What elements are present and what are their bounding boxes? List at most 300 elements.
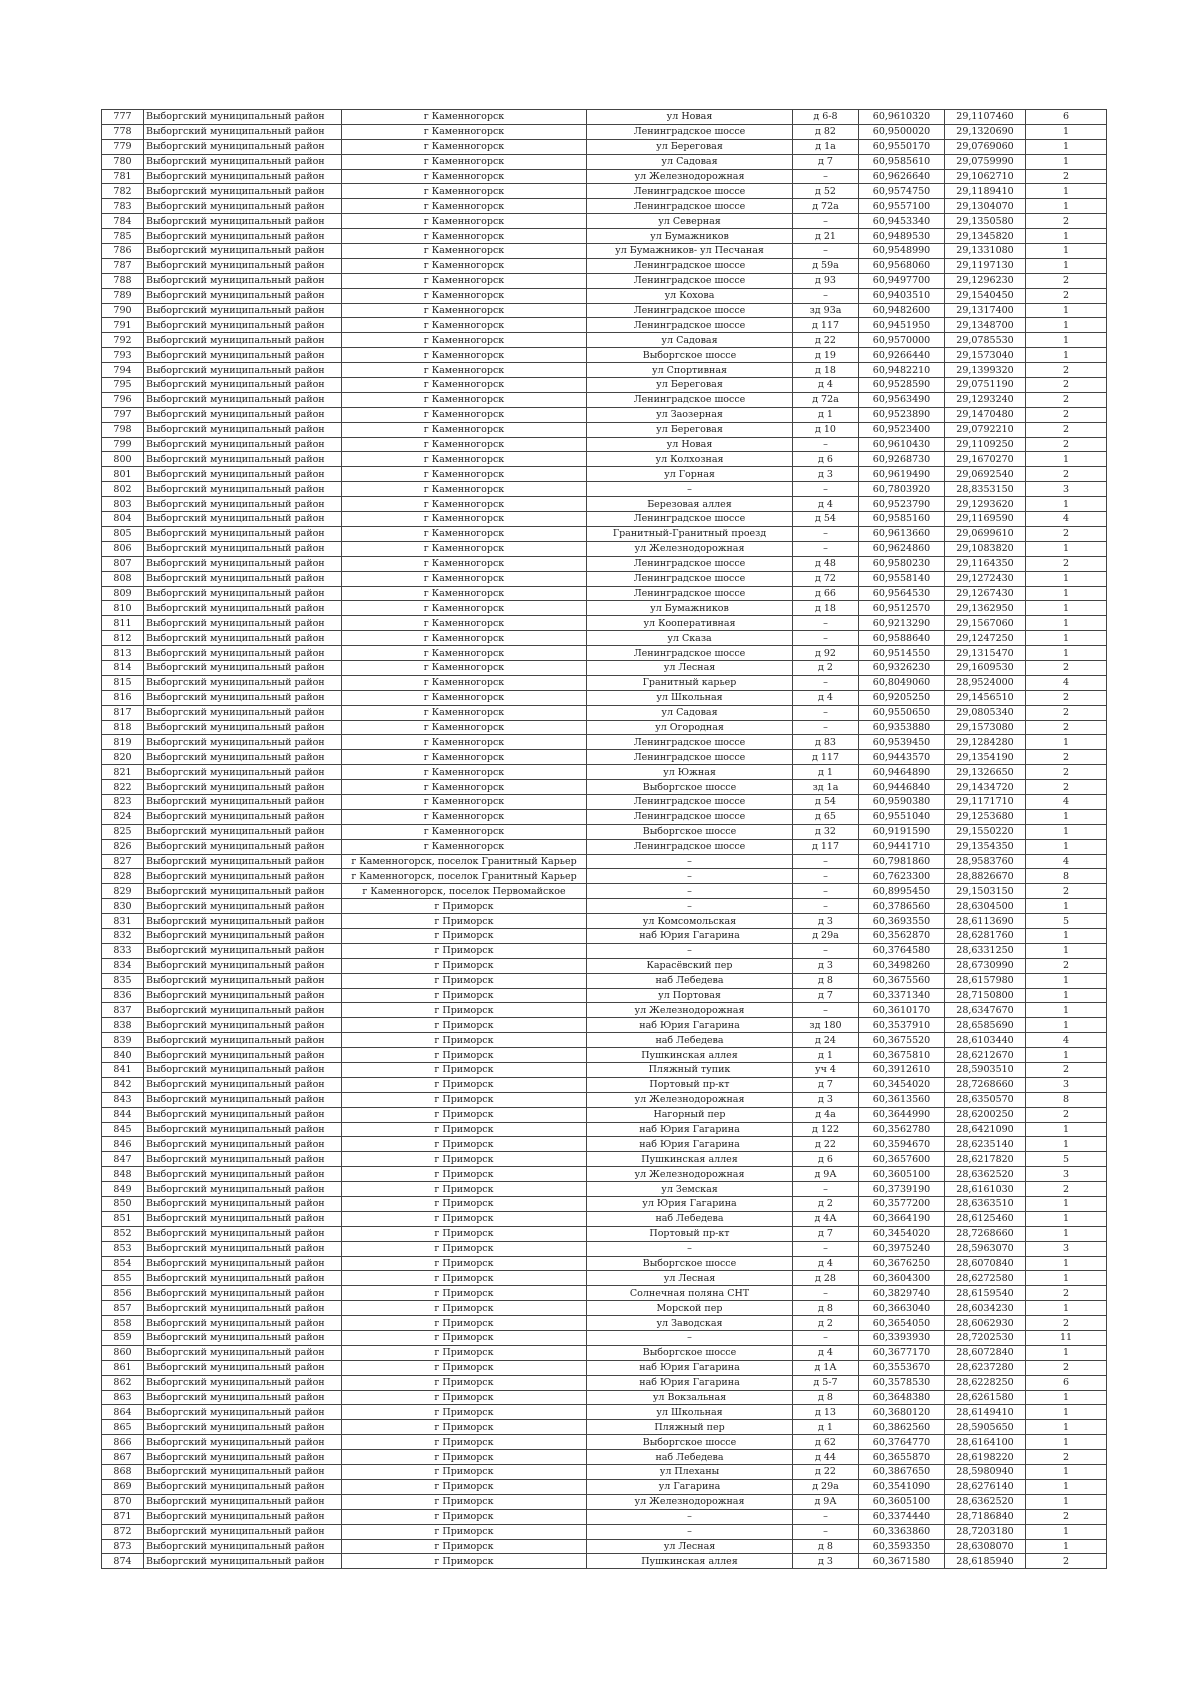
cell-longitude: 28,6034230 xyxy=(945,1301,1026,1316)
cell-latitude: 60,3454020 xyxy=(859,1226,945,1241)
cell-settlement: г Каменногорск xyxy=(342,124,587,139)
cell-row-number: 787 xyxy=(102,258,144,273)
table-row xyxy=(102,1048,1107,1063)
cell-district: Выборгский муниципальный район xyxy=(144,154,342,169)
cell-street: ул Гагарина xyxy=(587,1479,793,1494)
cell-latitude: 60,3677170 xyxy=(859,1345,945,1360)
cell-count: 1 xyxy=(1026,1301,1107,1316)
cell-settlement: г Приморск xyxy=(342,914,587,929)
table-row xyxy=(102,839,1107,854)
cell-count: 1 xyxy=(1026,973,1107,988)
cell-settlement: г Каменногорск xyxy=(342,765,587,780)
cell-house: д 72а xyxy=(793,199,859,214)
cell-count: 1 xyxy=(1026,124,1107,139)
table-row xyxy=(102,958,1107,973)
table-row xyxy=(102,1479,1107,1494)
cell-longitude: 29,1315470 xyxy=(945,646,1026,661)
cell-latitude: 60,9528590 xyxy=(859,378,945,393)
cell-house: д 59а xyxy=(793,258,859,273)
cell-street: ул Железнодорожная xyxy=(587,1092,793,1107)
cell-settlement: г Каменногорск xyxy=(342,154,587,169)
cell-district: Выборгский муниципальный район xyxy=(144,958,342,973)
cell-longitude: 28,6103440 xyxy=(945,1033,1026,1048)
cell-latitude: 60,3680120 xyxy=(859,1405,945,1420)
cell-settlement: г Приморск xyxy=(342,1018,587,1033)
cell-house: – xyxy=(793,482,859,497)
cell-district: Выборгский муниципальный район xyxy=(144,988,342,1003)
cell-settlement: г Приморск xyxy=(342,973,587,988)
cell-district: Выборгский муниципальный район xyxy=(144,1286,342,1301)
cell-count: 2 xyxy=(1026,690,1107,705)
cell-longitude: 28,6070840 xyxy=(945,1256,1026,1271)
cell-district: Выборгский муниципальный район xyxy=(144,407,342,422)
cell-house: д 3 xyxy=(793,958,859,973)
cell-settlement: г Каменногорск xyxy=(342,705,587,720)
table-row xyxy=(102,1554,1107,1569)
cell-row-number: 863 xyxy=(102,1390,144,1405)
table-row xyxy=(102,1018,1107,1033)
cell-count: 2 xyxy=(1026,765,1107,780)
cell-count: 3 xyxy=(1026,1167,1107,1182)
cell-settlement: г Приморск xyxy=(342,1107,587,1122)
cell-settlement: г Каменногорск xyxy=(342,735,587,750)
cell-row-number: 793 xyxy=(102,348,144,363)
cell-district: Выборгский муниципальный район xyxy=(144,884,342,899)
cell-longitude: 29,1567060 xyxy=(945,616,1026,631)
cell-longitude: 28,6159540 xyxy=(945,1286,1026,1301)
cell-row-number: 867 xyxy=(102,1450,144,1465)
cell-latitude: 60,3562780 xyxy=(859,1122,945,1137)
cell-latitude: 60,8049060 xyxy=(859,675,945,690)
cell-row-number: 864 xyxy=(102,1405,144,1420)
cell-longitude: 29,1169590 xyxy=(945,512,1026,527)
table-row xyxy=(102,154,1107,169)
cell-latitude: 60,9205250 xyxy=(859,690,945,705)
cell-count: 1 xyxy=(1026,229,1107,244)
cell-row-number: 856 xyxy=(102,1286,144,1301)
cell-house: – xyxy=(793,1524,859,1539)
cell-district: Выборгский муниципальный район xyxy=(144,1226,342,1241)
cell-latitude: 60,9588640 xyxy=(859,631,945,646)
cell-count: 1 xyxy=(1026,1465,1107,1480)
cell-longitude: 28,6261580 xyxy=(945,1390,1026,1405)
table-row xyxy=(102,809,1107,824)
table-row xyxy=(102,273,1107,288)
cell-row-number: 871 xyxy=(102,1509,144,1524)
cell-count: 1 xyxy=(1026,452,1107,467)
cell-street: Ленинградское шоссе xyxy=(587,512,793,527)
cell-latitude: 60,9574750 xyxy=(859,184,945,199)
cell-street: наб Лебедева xyxy=(587,973,793,988)
cell-longitude: 28,6062930 xyxy=(945,1316,1026,1331)
cell-row-number: 826 xyxy=(102,839,144,854)
table-row xyxy=(102,914,1107,929)
cell-latitude: 60,3675560 xyxy=(859,973,945,988)
cell-street: ул Садовая xyxy=(587,154,793,169)
cell-district: Выборгский муниципальный район xyxy=(144,690,342,705)
cell-district: Выборгский муниципальный район xyxy=(144,973,342,988)
cell-house: д 6 xyxy=(793,1152,859,1167)
table-row xyxy=(102,1137,1107,1152)
cell-settlement: г Каменногорск xyxy=(342,110,587,125)
cell-count: 2 xyxy=(1026,1286,1107,1301)
cell-house: д 65 xyxy=(793,809,859,824)
table-row xyxy=(102,526,1107,541)
cell-longitude: 28,6198220 xyxy=(945,1450,1026,1465)
cell-street: ул Школьная xyxy=(587,1405,793,1420)
cell-row-number: 805 xyxy=(102,526,144,541)
cell-count: 6 xyxy=(1026,1375,1107,1390)
cell-latitude: 60,3676250 xyxy=(859,1256,945,1271)
cell-street: ул Колхозная xyxy=(587,452,793,467)
cell-count: 2 xyxy=(1026,214,1107,229)
table-row xyxy=(102,1450,1107,1465)
cell-district: Выборгский муниципальный район xyxy=(144,824,342,839)
cell-settlement: г Приморск xyxy=(342,1226,587,1241)
cell-row-number: 847 xyxy=(102,1152,144,1167)
cell-latitude: 60,3363860 xyxy=(859,1524,945,1539)
cell-settlement: г Приморск xyxy=(342,1539,587,1554)
cell-street: ул Горная xyxy=(587,467,793,482)
cell-street: Ленинградское шоссе xyxy=(587,258,793,273)
cell-street: – xyxy=(587,482,793,497)
cell-street: наб Юрия Гагарина xyxy=(587,1137,793,1152)
table-row xyxy=(102,765,1107,780)
cell-district: Выборгский муниципальный район xyxy=(144,928,342,943)
cell-district: Выборгский муниципальный район xyxy=(144,1048,342,1063)
table-row xyxy=(102,824,1107,839)
cell-street: Ленинградское шоссе xyxy=(587,124,793,139)
cell-count: 1 xyxy=(1026,1345,1107,1360)
cell-settlement: г Каменногорск xyxy=(342,467,587,482)
cell-row-number: 852 xyxy=(102,1226,144,1241)
table-row xyxy=(102,794,1107,809)
cell-longitude: 29,1573080 xyxy=(945,720,1026,735)
table-row xyxy=(102,1033,1107,1048)
cell-settlement: г Каменногорск xyxy=(342,541,587,556)
cell-house: д 48 xyxy=(793,556,859,571)
cell-longitude: 29,1197130 xyxy=(945,258,1026,273)
cell-latitude: 60,3693550 xyxy=(859,914,945,929)
cell-house: – xyxy=(793,616,859,631)
cell-settlement: г Приморск xyxy=(342,1450,587,1465)
table-row xyxy=(102,169,1107,184)
cell-row-number: 803 xyxy=(102,497,144,512)
table-row xyxy=(102,601,1107,616)
cell-house: д 44 xyxy=(793,1450,859,1465)
cell-latitude: 60,9266440 xyxy=(859,348,945,363)
cell-row-number: 834 xyxy=(102,958,144,973)
table-row xyxy=(102,363,1107,378)
cell-longitude: 28,6235140 xyxy=(945,1137,1026,1152)
cell-row-number: 854 xyxy=(102,1256,144,1271)
cell-count: 2 xyxy=(1026,1360,1107,1375)
cell-street: наб Лебедева xyxy=(587,1450,793,1465)
cell-row-number: 780 xyxy=(102,154,144,169)
table-row xyxy=(102,199,1107,214)
cell-street: Пушкинская аллея xyxy=(587,1048,793,1063)
cell-count: 2 xyxy=(1026,407,1107,422)
table-row xyxy=(102,1435,1107,1450)
cell-row-number: 800 xyxy=(102,452,144,467)
cell-settlement: г Каменногорск, поселок Гранитный Карьер xyxy=(342,854,587,869)
cell-latitude: 60,9268730 xyxy=(859,452,945,467)
cell-street: наб Юрия Гагарина xyxy=(587,1018,793,1033)
cell-row-number: 828 xyxy=(102,869,144,884)
cell-house: зд 1а xyxy=(793,780,859,795)
cell-district: Выборгский муниципальный район xyxy=(144,1420,342,1435)
cell-row-number: 778 xyxy=(102,124,144,139)
cell-latitude: 60,3393930 xyxy=(859,1331,945,1346)
cell-latitude: 60,9564530 xyxy=(859,586,945,601)
table-row xyxy=(102,110,1107,125)
cell-row-number: 791 xyxy=(102,318,144,333)
cell-count: 1 xyxy=(1026,1390,1107,1405)
cell-latitude: 60,9512570 xyxy=(859,601,945,616)
cell-count: 2 xyxy=(1026,884,1107,899)
cell-house: д 4 xyxy=(793,1256,859,1271)
table-row xyxy=(102,854,1107,869)
cell-house: – xyxy=(793,854,859,869)
cell-row-number: 795 xyxy=(102,378,144,393)
cell-latitude: 60,9523400 xyxy=(859,422,945,437)
cell-district: Выборгский муниципальный район xyxy=(144,601,342,616)
cell-district: Выборгский муниципальный район xyxy=(144,1122,342,1137)
cell-count: 1 xyxy=(1026,541,1107,556)
cell-row-number: 850 xyxy=(102,1197,144,1212)
cell-latitude: 60,3613560 xyxy=(859,1092,945,1107)
cell-longitude: 29,1348700 xyxy=(945,318,1026,333)
data-table xyxy=(101,109,1107,1569)
cell-street: Ленинградское шоссе xyxy=(587,199,793,214)
cell-district: Выборгский муниципальный район xyxy=(144,244,342,259)
cell-longitude: 29,1470480 xyxy=(945,407,1026,422)
cell-latitude: 60,9453340 xyxy=(859,214,945,229)
cell-house: д 6-8 xyxy=(793,110,859,125)
cell-street: ул Портовая xyxy=(587,988,793,1003)
cell-district: Выборгский муниципальный район xyxy=(144,869,342,884)
cell-settlement: г Каменногорск xyxy=(342,556,587,571)
cell-longitude: 28,5903510 xyxy=(945,1063,1026,1078)
cell-district: Выборгский муниципальный район xyxy=(144,437,342,452)
cell-latitude: 60,3498260 xyxy=(859,958,945,973)
cell-longitude: 29,1320690 xyxy=(945,124,1026,139)
table-row xyxy=(102,392,1107,407)
cell-settlement: г Каменногорск xyxy=(342,631,587,646)
cell-row-number: 784 xyxy=(102,214,144,229)
cell-district: Выборгский муниципальный район xyxy=(144,124,342,139)
cell-count: 1 xyxy=(1026,303,1107,318)
cell-latitude: 60,9550170 xyxy=(859,139,945,154)
cell-latitude: 60,9619490 xyxy=(859,467,945,482)
cell-settlement: г Каменногорск xyxy=(342,244,587,259)
table-row xyxy=(102,660,1107,675)
cell-district: Выборгский муниципальный район xyxy=(144,1197,342,1212)
cell-latitude: 60,3663040 xyxy=(859,1301,945,1316)
cell-count: 1 xyxy=(1026,1524,1107,1539)
cell-house: д 3 xyxy=(793,914,859,929)
cell-count: 5 xyxy=(1026,1152,1107,1167)
cell-longitude: 29,1109250 xyxy=(945,437,1026,452)
cell-house: – xyxy=(793,1509,859,1524)
cell-count: 2 xyxy=(1026,1316,1107,1331)
cell-row-number: 819 xyxy=(102,735,144,750)
cell-count: 1 xyxy=(1026,809,1107,824)
cell-street: ул Огородная xyxy=(587,720,793,735)
cell-longitude: 28,5980940 xyxy=(945,1465,1026,1480)
cell-settlement: г Каменногорск xyxy=(342,407,587,422)
cell-district: Выборгский муниципальный район xyxy=(144,467,342,482)
cell-street: ул Бумажников- ул Песчаная xyxy=(587,244,793,259)
table-row xyxy=(102,735,1107,750)
cell-street: Выборгское шоссе xyxy=(587,1435,793,1450)
cell-street: ул Новая xyxy=(587,110,793,125)
cell-house: д 24 xyxy=(793,1033,859,1048)
cell-house: д 6 xyxy=(793,452,859,467)
cell-district: Выборгский муниципальный район xyxy=(144,258,342,273)
cell-street: ул Железнодорожная xyxy=(587,541,793,556)
cell-street: Ленинградское шоссе xyxy=(587,392,793,407)
cell-count: 1 xyxy=(1026,244,1107,259)
cell-row-number: 797 xyxy=(102,407,144,422)
cell-longitude: 29,1540450 xyxy=(945,288,1026,303)
cell-district: Выборгский муниципальный район xyxy=(144,1390,342,1405)
cell-longitude: 29,1189410 xyxy=(945,184,1026,199)
cell-longitude: 28,6281760 xyxy=(945,928,1026,943)
table-row xyxy=(102,586,1107,601)
cell-district: Выборгский муниципальный район xyxy=(144,586,342,601)
cell-count: 1 xyxy=(1026,601,1107,616)
cell-settlement: г Каменногорск xyxy=(342,675,587,690)
cell-street: наб Лебедева xyxy=(587,1211,793,1226)
cell-house: д 9А xyxy=(793,1494,859,1509)
cell-count: 2 xyxy=(1026,273,1107,288)
cell-longitude: 28,7203180 xyxy=(945,1524,1026,1539)
cell-latitude: 60,9539450 xyxy=(859,735,945,750)
cell-row-number: 823 xyxy=(102,794,144,809)
cell-longitude: 28,6347670 xyxy=(945,1003,1026,1018)
cell-longitude: 29,1272430 xyxy=(945,571,1026,586)
cell-longitude: 28,6276140 xyxy=(945,1479,1026,1494)
cell-house: – xyxy=(793,169,859,184)
cell-street: – xyxy=(587,869,793,884)
cell-house: д 117 xyxy=(793,839,859,854)
cell-longitude: 28,5905650 xyxy=(945,1420,1026,1435)
cell-district: Выборгский муниципальный район xyxy=(144,1524,342,1539)
cell-count: 1 xyxy=(1026,1226,1107,1241)
cell-street: ул Береговая xyxy=(587,422,793,437)
cell-latitude: 60,3594670 xyxy=(859,1137,945,1152)
cell-settlement: г Каменногорск xyxy=(342,780,587,795)
cell-street: ул Южная xyxy=(587,765,793,780)
cell-count: 1 xyxy=(1026,1256,1107,1271)
cell-district: Выборгский муниципальный район xyxy=(144,854,342,869)
cell-row-number: 838 xyxy=(102,1018,144,1033)
cell-street: Морской пер xyxy=(587,1301,793,1316)
cell-settlement: г Приморск xyxy=(342,1405,587,1420)
cell-district: Выборгский муниципальный район xyxy=(144,318,342,333)
cell-longitude: 29,1434720 xyxy=(945,780,1026,795)
cell-settlement: г Приморск xyxy=(342,1167,587,1182)
cell-house: д 54 xyxy=(793,794,859,809)
cell-latitude: 60,9585160 xyxy=(859,512,945,527)
cell-street: Выборгское шоссе xyxy=(587,824,793,839)
cell-row-number: 822 xyxy=(102,780,144,795)
cell-house: д 22 xyxy=(793,333,859,348)
cell-longitude: 29,1317400 xyxy=(945,303,1026,318)
cell-count: 2 xyxy=(1026,467,1107,482)
cell-settlement: г Приморск xyxy=(342,1420,587,1435)
cell-longitude: 29,1573040 xyxy=(945,348,1026,363)
cell-longitude: 29,1304070 xyxy=(945,199,1026,214)
cell-row-number: 849 xyxy=(102,1182,144,1197)
table-row xyxy=(102,1390,1107,1405)
cell-house: – xyxy=(793,675,859,690)
table-row xyxy=(102,1182,1107,1197)
cell-district: Выборгский муниципальный район xyxy=(144,214,342,229)
cell-district: Выборгский муниципальный район xyxy=(144,1167,342,1182)
cell-house: д 4 xyxy=(793,497,859,512)
cell-house: – xyxy=(793,437,859,452)
cell-settlement: г Приморск xyxy=(342,1286,587,1301)
cell-house: д 29а xyxy=(793,928,859,943)
cell-street: – xyxy=(587,1241,793,1256)
table-row xyxy=(102,1241,1107,1256)
cell-house: д 93 xyxy=(793,273,859,288)
cell-district: Выборгский муниципальный район xyxy=(144,1003,342,1018)
cell-longitude: 29,1345820 xyxy=(945,229,1026,244)
cell-settlement: г Приморск xyxy=(342,943,587,958)
cell-count: 1 xyxy=(1026,1003,1107,1018)
cell-house: – xyxy=(793,526,859,541)
cell-row-number: 786 xyxy=(102,244,144,259)
table-row xyxy=(102,482,1107,497)
table-row xyxy=(102,1271,1107,1286)
cell-latitude: 60,3371340 xyxy=(859,988,945,1003)
table-row xyxy=(102,1107,1107,1122)
cell-settlement: г Приморск xyxy=(342,1271,587,1286)
cell-settlement: г Приморск xyxy=(342,1494,587,1509)
cell-street: ул Заозерная xyxy=(587,407,793,422)
cell-count: 1 xyxy=(1026,1137,1107,1152)
cell-street: Выборгское шоссе xyxy=(587,780,793,795)
cell-count: 4 xyxy=(1026,512,1107,527)
table-row xyxy=(102,541,1107,556)
cell-district: Выборгский муниципальный район xyxy=(144,809,342,824)
cell-row-number: 848 xyxy=(102,1167,144,1182)
cell-district: Выборгский муниципальный район xyxy=(144,1345,342,1360)
cell-count: 2 xyxy=(1026,720,1107,735)
cell-latitude: 60,9451950 xyxy=(859,318,945,333)
table-row xyxy=(102,750,1107,765)
cell-row-number: 789 xyxy=(102,288,144,303)
cell-longitude: 29,1284280 xyxy=(945,735,1026,750)
cell-row-number: 809 xyxy=(102,586,144,601)
cell-street: Гранитный карьер xyxy=(587,675,793,690)
cell-count: 2 xyxy=(1026,1509,1107,1524)
cell-row-number: 841 xyxy=(102,1063,144,1078)
cell-row-number: 802 xyxy=(102,482,144,497)
cell-street: Карасёвский пер xyxy=(587,958,793,973)
cell-district: Выборгский муниципальный район xyxy=(144,422,342,437)
cell-street: Ленинградское шоссе xyxy=(587,273,793,288)
cell-longitude: 28,9524000 xyxy=(945,675,1026,690)
cell-house: д 8 xyxy=(793,1301,859,1316)
table-row xyxy=(102,1509,1107,1524)
cell-longitude: 29,0751190 xyxy=(945,378,1026,393)
cell-longitude: 28,6585690 xyxy=(945,1018,1026,1033)
cell-district: Выборгский муниципальный район xyxy=(144,288,342,303)
